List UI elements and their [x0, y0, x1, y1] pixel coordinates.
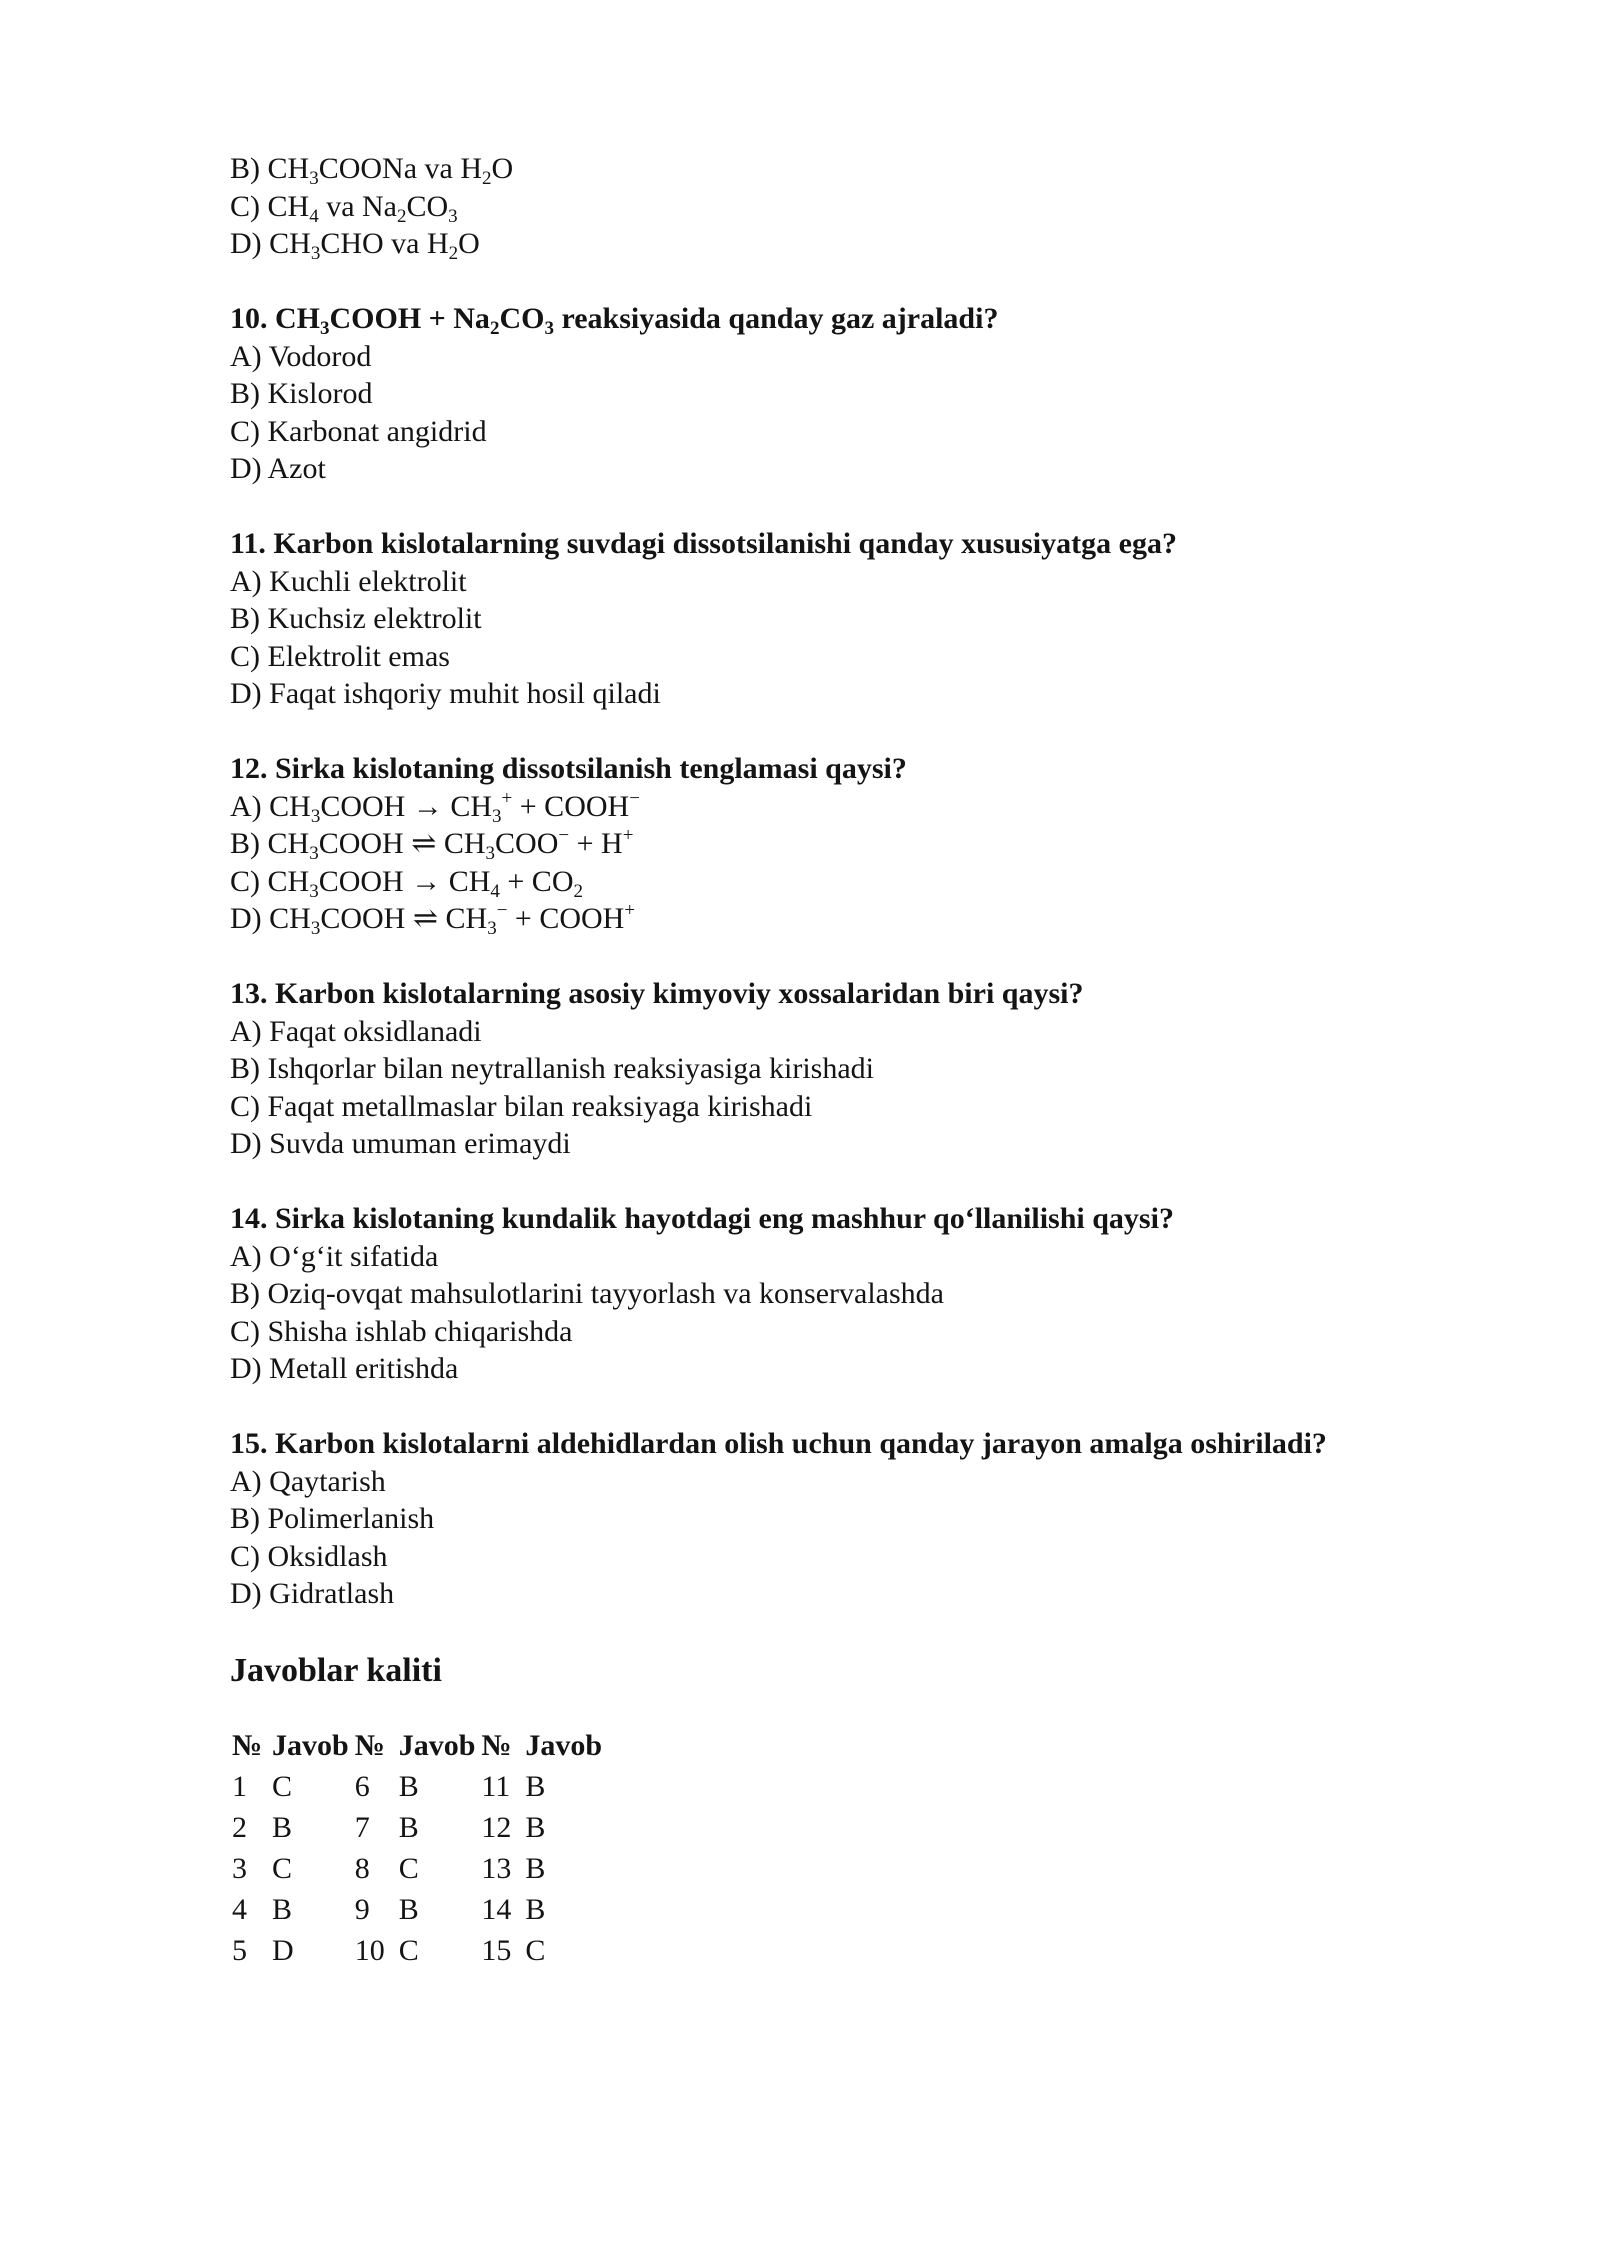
arrow-icon: → [411, 864, 442, 898]
table-cell: C [272, 1851, 293, 1885]
header-answer: Javob [398, 1728, 476, 1762]
q13-option-d: D) Suvda umuman erimaydi [230, 1127, 571, 1160]
table-cell: B [525, 1769, 546, 1803]
table-row [232, 1807, 608, 1848]
q10-title: 10. $CH_3COOH + Na_2CO_3$ reaksiyasida qanday gaz ajraladi? [230, 302, 999, 339]
q13-option-c: C) Faqat metallmaslar bilan reaksiyaga kirishadi [230, 1089, 813, 1123]
table-cell: 11 [481, 1769, 511, 1803]
table-cell: B [398, 1810, 419, 1844]
q11-option-d: D) Faqat ishqoriy muhit hosil qiladi [230, 677, 661, 710]
table-cell: B [398, 1892, 419, 1926]
equilibrium-arrow-icon: ⇌ [411, 827, 437, 860]
q9-option-b: B) $CH_3COONa$ va $H_2O$ [230, 152, 514, 189]
q10-option-c: C) Karbonat angidrid [230, 414, 487, 448]
spacer [230, 488, 1510, 526]
q12-option-a: A) $CH_3COOH \to CH_3^+$ + COOH− [230, 787, 640, 827]
spacer [230, 263, 1510, 301]
table-cell: 5 [232, 1933, 247, 1967]
table-cell: B [525, 1851, 546, 1885]
q11-option-c: C) Elektrolit emas [230, 639, 450, 673]
table-cell: B [272, 1892, 293, 1926]
q13-option-b: B) Ishqorlar bilan neytrallanish reaksiyasiga kirishadi [230, 1052, 874, 1085]
q14-option-a: A) O‘g‘it sifatida [230, 1239, 439, 1273]
q12-option-b: B) $CH_3COOH$ ⇌ $CH_3COO^- + H^+$ [230, 825, 634, 864]
table-cell: 7 [354, 1810, 370, 1844]
answer-key-header-row [232, 1725, 608, 1766]
table-row [232, 1889, 608, 1930]
spacer [230, 938, 1510, 976]
table-cell: C [398, 1933, 419, 1967]
q9-option-d: D) $CH_3CHO$ va $H_2O$ [230, 227, 480, 264]
spacer [230, 1163, 1510, 1201]
table-cell: C [272, 1769, 293, 1803]
table-cell: C [398, 1851, 419, 1885]
q15-title: 15. Karbon kislotalarni aldehidlardan olish uchun qanday jarayon amalga oshiriladi? [230, 1427, 1327, 1460]
q9-option-c: C) $CH_4$ va $Na_2CO_3$ [230, 189, 458, 227]
table-cell: B [525, 1810, 546, 1844]
header-answer: Javob [272, 1728, 349, 1762]
table-cell: 12 [481, 1810, 512, 1844]
q11-title: 11. Karbon kislotalarning suvdagi dissotsilanishi qanday xususiyatga ega? [230, 527, 1177, 560]
table-cell: 2 [232, 1810, 247, 1844]
q11-option-b: B) Kuchsiz elektrolit [230, 602, 482, 635]
table-row [232, 1930, 608, 1971]
header-answer: Javob [525, 1728, 603, 1762]
q10-option-d: D) Azot [230, 452, 326, 485]
document-page [230, 150, 1510, 1971]
table-cell: 9 [354, 1892, 370, 1926]
answer-key-heading: Javoblar kaliti [230, 1651, 442, 1689]
q12-option-d: D) $CH_3COOH$ ⇌ $CH_3^-$ + COOH+ [230, 900, 636, 939]
header-number: № [232, 1728, 263, 1762]
q14-title: 14. Sirka kislotaning kundalik hayotdagi eng mashhur qo‘llanilishi qaysi? [230, 1202, 1174, 1235]
table-cell: 10 [354, 1933, 385, 1967]
q15-option-a: A) Qaytarish [230, 1464, 386, 1498]
table-cell: B [525, 1892, 546, 1926]
q12-title: 12. Sirka kislotaning dissotsilanish tenglamasi qaysi? [230, 752, 907, 785]
table-cell: C [525, 1933, 546, 1967]
equilibrium-arrow-icon: ⇌ [412, 902, 438, 935]
table-cell: 3 [232, 1851, 247, 1885]
header-number: № [481, 1728, 512, 1762]
table-cell: 15 [481, 1933, 512, 1967]
table-cell: B [398, 1769, 419, 1803]
table-cell: D [272, 1933, 294, 1967]
q10-option-a: A) Vodorod [230, 339, 372, 373]
q11-option-a: A) Kuchli elektrolit [230, 564, 467, 598]
q13-option-a: A) Faqat oksidlanadi [230, 1014, 482, 1048]
table-cell: 14 [481, 1892, 512, 1926]
header-number: № [354, 1728, 385, 1762]
table-row [232, 1766, 608, 1807]
table-cell: B [272, 1810, 293, 1844]
table-cell: 6 [354, 1769, 370, 1803]
table-cell: 8 [354, 1851, 370, 1885]
table-cell: 4 [232, 1892, 247, 1926]
q13-title: 13. Karbon kislotalarning asosiy kimyoviy xossalaridan biri qaysi? [230, 977, 1084, 1010]
q14-option-c: C) Shisha ishlab chiqarishda [230, 1314, 573, 1348]
q14-option-d: D) Metall eritishda [230, 1352, 459, 1385]
q15-option-b: B) Polimerlanish [230, 1502, 435, 1535]
q12-option-c: C) $CH_3COOH \to CH_4 + CO_2$ [230, 864, 583, 902]
q14-option-b: B) Oziq-ovqat mahsulotlarini tayyorlash va konservalashda [230, 1277, 944, 1310]
table-cell: 13 [481, 1851, 512, 1885]
arrow-icon: → [412, 789, 443, 823]
table-row [232, 1848, 608, 1889]
q10-option-b: B) Kislorod [230, 377, 373, 410]
spacer [230, 1388, 1510, 1426]
answer-key-table [232, 1725, 608, 1971]
spacer [230, 713, 1510, 751]
table-cell: 1 [232, 1769, 247, 1803]
q15-option-c: C) Oksidlash [230, 1539, 388, 1573]
q15-option-d: D) Gidratlash [230, 1577, 395, 1610]
